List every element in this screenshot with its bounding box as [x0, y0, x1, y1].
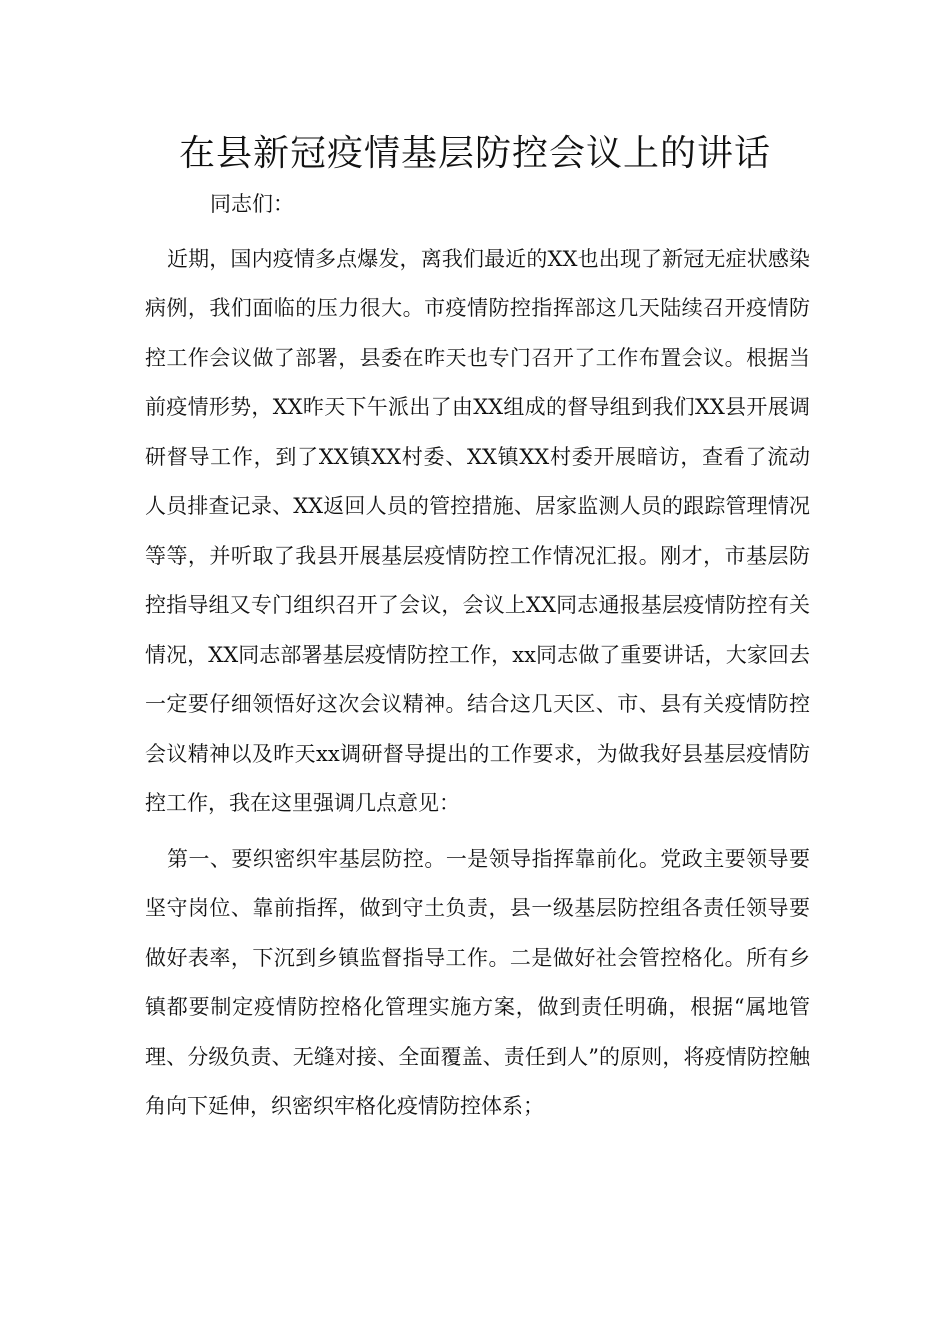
- document-title: 在县新冠疫情基层防控会议上的讲话: [178, 133, 771, 174]
- paragraph-1: 近期，国内疫情多点爆发，离我们最近的XX也出现了新冠无症状感染病例，我们面临的压力很大。市疫情防控指挥部这几天陆续召开疫情防控工作会议做了部署，县委在昨天也专门召开了工作布置会议。根据当前疫情形势，XX昨天下午派出了由XX组成的督导组到我们XX县开展调研督导工作，到了XX镇XX村委、XX镇XX村委开展暗访，查看了流动人员排查记录、XX返回人员的管控措施、居家监测人员的跟踪管理情况等等，并听取了我县开展基层疫情防控工作情况汇报。刚才，市基层防控指导组又专门组织召开了会议，会议上XX同志通报基层疫情防控有关情况，XX同志部署基层疫情防控工作，xx同志做了重要讲话，大家回去一定要仔细领悟好这次会议精神。结合这几天区、市、县有关疫情防控会议精神以及昨天xx调研督导提出的工作要求，为做我好县基层疫情防控工作，我在这里强调几点意见：: [145, 246, 810, 815]
- salutation: 同志们：: [210, 192, 294, 216]
- document-body: [145, 180, 810, 1138]
- paragraph-2: 第一、要织密织牢基层防控。一是领导指挥靠前化。党政主要领导要坚守岗位、靠前指挥，做到守土负责，县一级基层防控组各责任领导要做好表率，下沉到乡镇监督指导工作。二是做好社会管控格化。所有乡镇都要制定疫情防控格化管理实施方案，做到责任明确，根据“属地管理、分级负责、无缝对接、全面覆盖、责任到人”的原则，将疫情防控触角向下延伸，织密织牢格化疫情防控体系；: [145, 846, 810, 1118]
